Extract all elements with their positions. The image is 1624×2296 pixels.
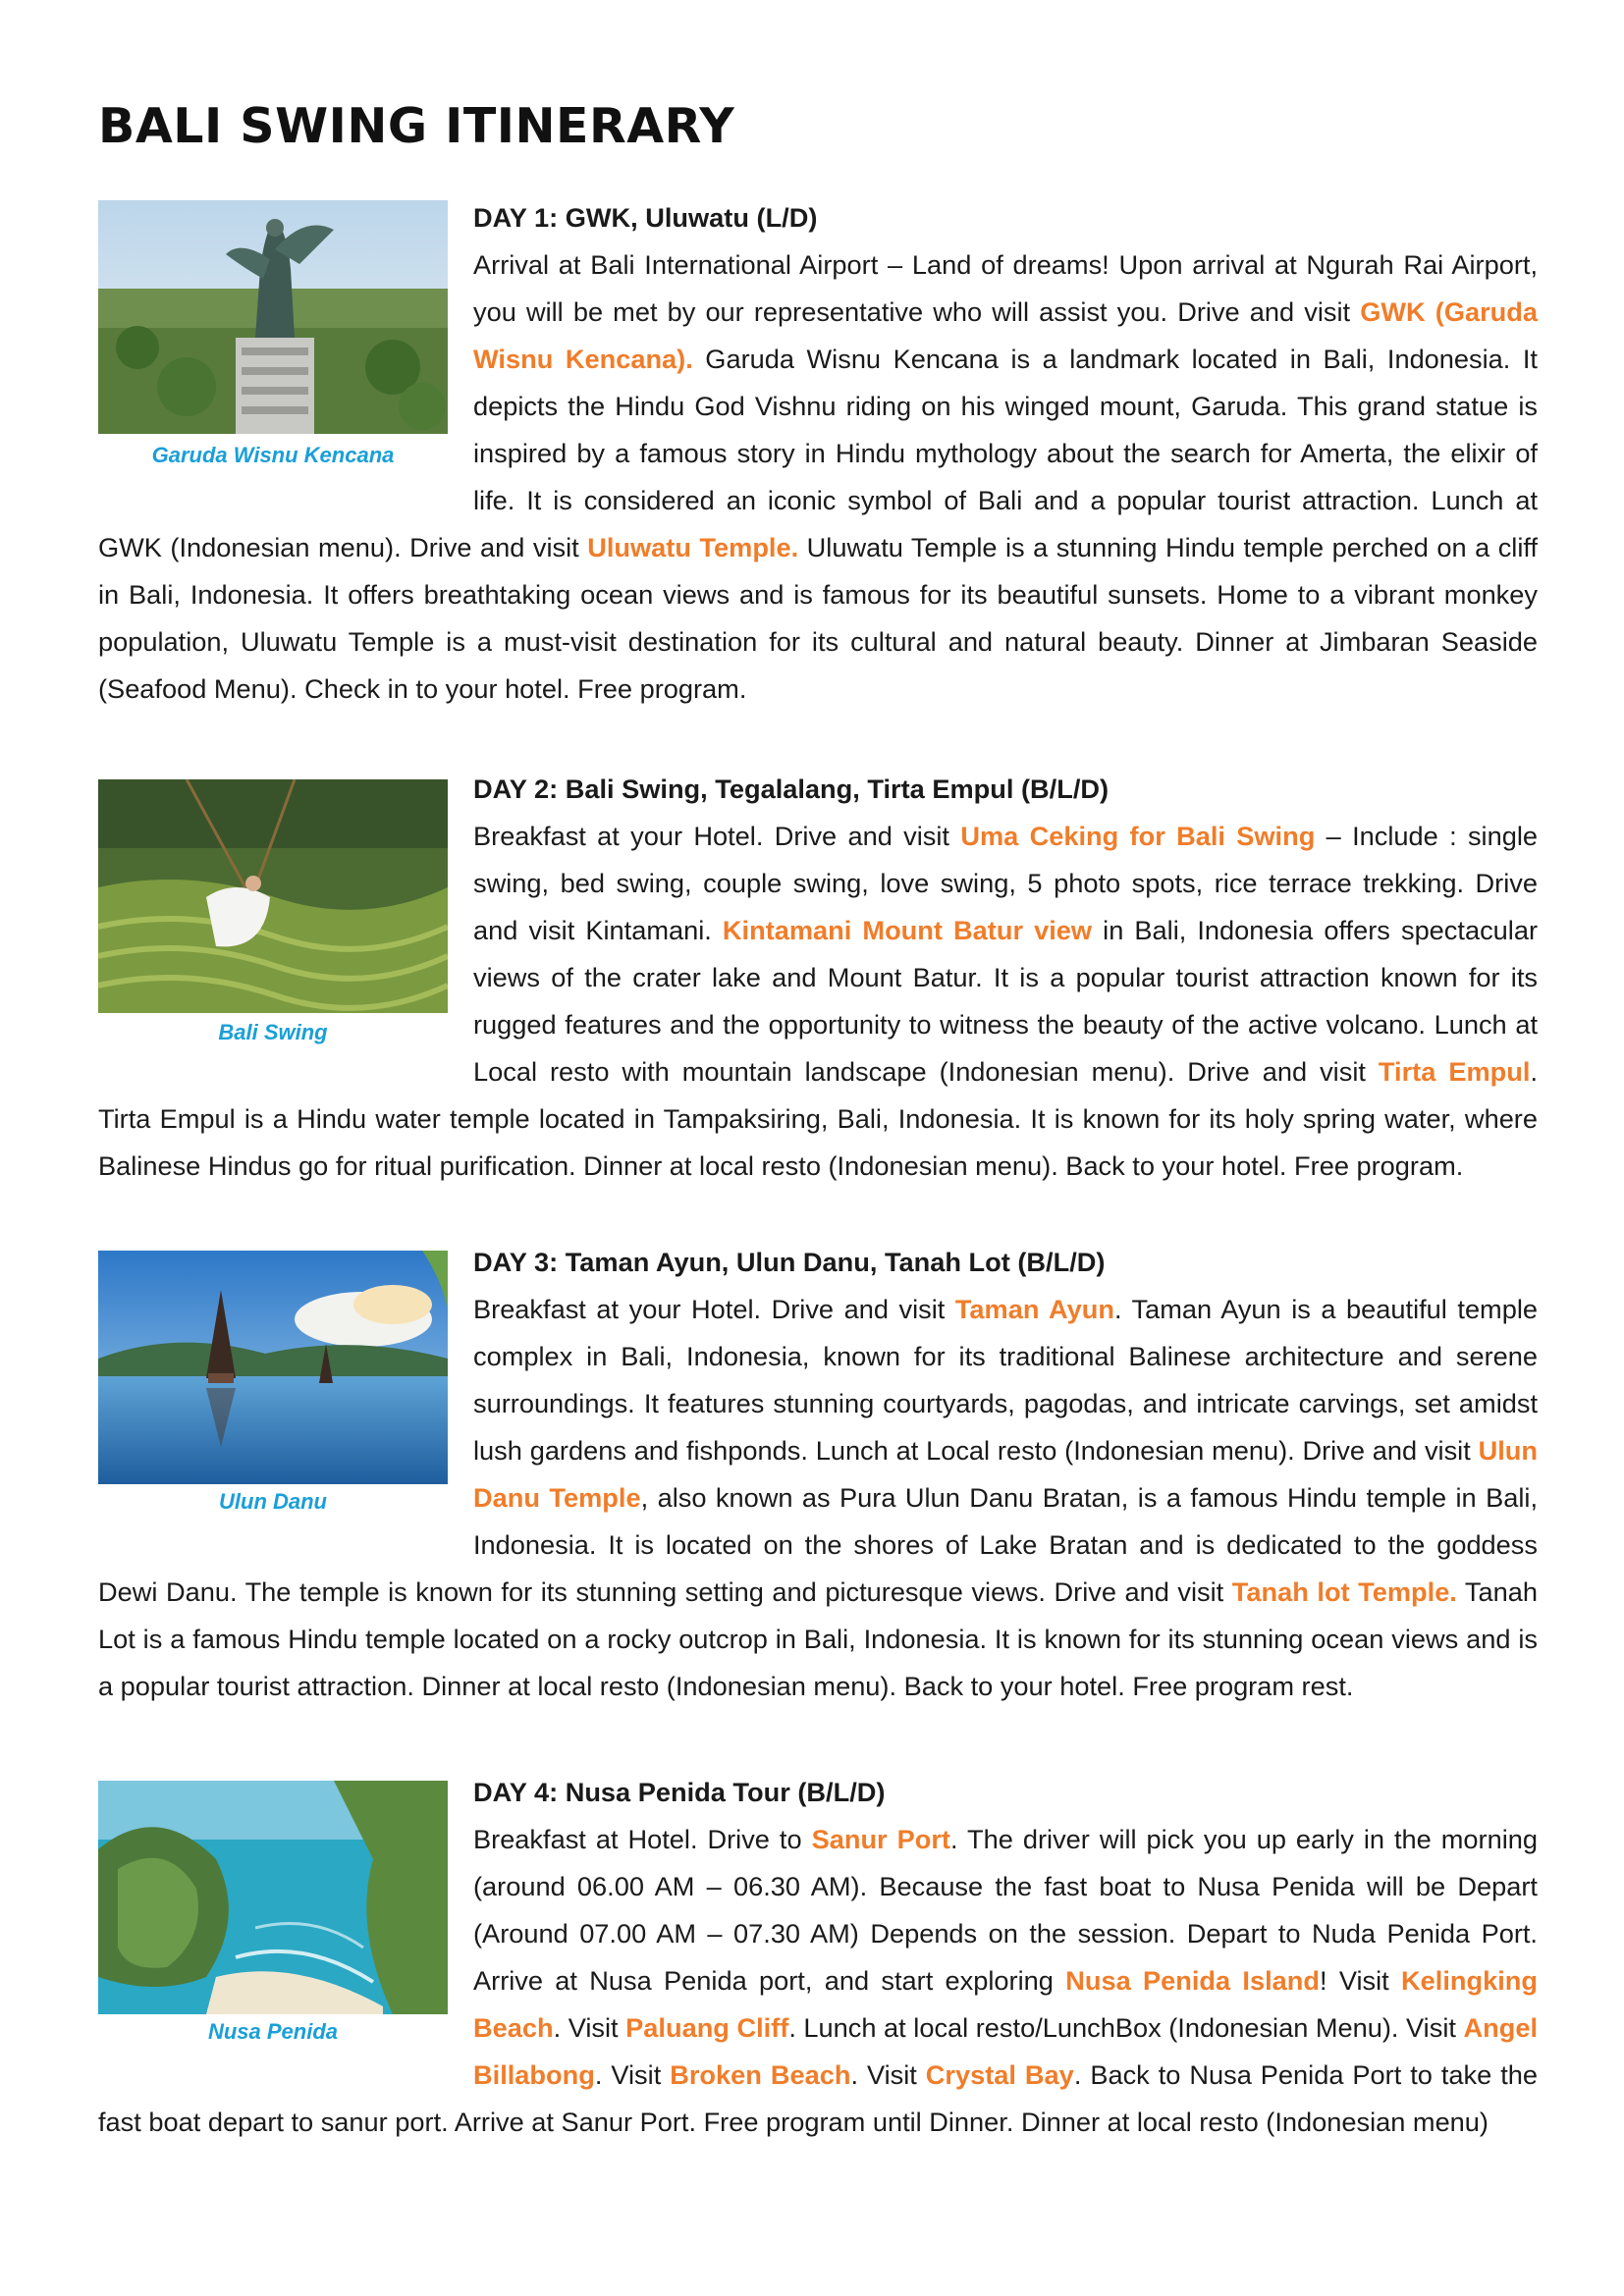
paluang-cliff-highlight: Paluang Cliff (625, 2012, 789, 2043)
day-1-text-part: Uluwatu Temple is a stunning Hindu temple perched on a cliff in Bali, Indonesia. It offers breathtaking ocean views and is famous for its beautiful sunsets. Home to a vibrant monkey population, Uluwatu Temple is a must-visit destination for its cultural and natural beauty. Dinner at Jimbaran Seaside (Seafood Menu). Check in to your hotel. Free program. (98, 532, 1539, 704)
day-4-text-part: . Visit (594, 2059, 671, 2090)
tanah-lot-highlight: Tanah lot Temple. (1231, 1576, 1457, 1607)
day-3-photo-box (98, 1239, 454, 1533)
ulun-danu-temple-highlight: Ulun Danu Temple (473, 1435, 1538, 1513)
day-4-text-part: . The driver will pick you up early in the morning (around 06.00 AM – 06.30 AM). Because the fast boat to Nusa Penida will be Depart (Around 07.00 AM – 07.30 AM) Depends on the session. Depart to Nuda Penida Port. Arrive at Nusa Penida port, and start exploring (473, 1824, 1538, 1996)
day-4-text-part: ! Visit (1320, 1965, 1402, 1996)
day-2-photo-caption: Bali Swing (218, 1020, 328, 1044)
day-2-text-part: Breakfast at your Hotel. Drive and visit (473, 821, 961, 851)
day-4-text-part: . Visit (553, 2012, 626, 2043)
day-2-text-part: . Tirta Empul is a Hindu water temple located in Tampaksiring, Bali, Indonesia. It is known for its holy spring water, where Balinese Hindus go for ritual purification. Dinner at local resto (Indonesian menu). Back to your hotel. Free program. (98, 1056, 1538, 1181)
day-4-text-part: . Visit (850, 2059, 926, 2090)
day-3-text-part: . Taman Ayun is a beautiful temple complex in Bali, Indonesia, known for its traditional Balinese architecture and serene surroundings. It features stunning courtyards, pagodas, and intricate carvings, set amidst lush gardens and fishponds. Lunch at Local resto (Indonesian menu). Drive and visit (473, 1294, 1538, 1466)
day-3-heading: DAY 3: Taman Ayun, Ulun Danu, Tanah Lot (B/L/D) (473, 1247, 1106, 1277)
day-4-text-part: . Back to Nusa Penida Port to take the fast boat depart to sanur port. Arrive at Sanur Port. Free program until Dinner. Dinner at local resto (Indonesian menu) (98, 2059, 1538, 2137)
day-3-text-part: Tanah Lot is a famous Hindu temple located on a rocky outcrop in Bali, Indonesia. It is known for its stunning ocean views and is a popular tourist attraction. Dinner at local resto (Indonesian menu). Back to your hotel. Free program rest. (98, 1576, 1539, 1701)
sanur-port-highlight: Sanur Port (811, 1824, 950, 1854)
crystal-bay-highlight: Crystal Bay (925, 2059, 1074, 2090)
day-1-heading: DAY 1: GWK, Uluwatu (L/D) (473, 202, 818, 233)
day-2-section (98, 766, 1538, 1190)
page-title: BALI SWING ITINERARY (98, 98, 735, 154)
broken-beach-highlight: Broken Beach (670, 2059, 851, 2090)
day-1-photo-box (98, 194, 454, 489)
day-4-text-part: . Lunch at local resto/LunchBox (Indonesian Menu). Visit (788, 2012, 1464, 2043)
day-4-heading: DAY 4: Nusa Penida Tour (B/L/D) (473, 1777, 886, 1807)
day-4-photo-caption: Nusa Penida (207, 2019, 339, 2044)
bali-swing-image (98, 779, 448, 1013)
uluwatu-temple-highlight: Uluwatu Temple. (587, 532, 799, 562)
day-2-heading: DAY 2: Bali Swing, Tegalalang, Tirta Empul (B/L/D) (473, 774, 1110, 804)
nusa-penida-image (98, 1781, 448, 2014)
day-2-text-part: in Bali, Indonesia offers spectacular views of the crater lake and Mount Batur. It is a popular tourist attraction known for its rugged features and the opportunity to witness the beauty of the active volcano. Lunch at Local resto with mountain landscape (Indonesian menu). Drive and visit (473, 915, 1539, 1087)
day-4-section (98, 1769, 1538, 2146)
day-3-photo-caption: Ulun Danu (219, 1489, 327, 1514)
day-4-photo-box (98, 1769, 454, 2063)
tirta-empul-highlight: Tirta Empul (1378, 1056, 1531, 1087)
day-3-section (98, 1239, 1538, 1710)
taman-ayun-highlight: Taman Ayun (954, 1294, 1114, 1324)
day-1-photo-caption: Garuda Wisnu Kencana (151, 443, 395, 467)
angel-billabong-highlight: Angel Billabong (473, 2012, 1539, 2090)
day-3-text-part: Breakfast at your Hotel. Drive and visit (473, 1294, 955, 1324)
day-1-text-part: Arrival at Bali International Airport – Land of dreams! Upon arrival at Ngurah Rai Airport, you will be met by our representative who will assist you. Drive and visit (473, 249, 1538, 327)
kintamani-highlight: Kintamani Mount Batur view (722, 915, 1093, 945)
nusa-penida-island-highlight: Nusa Penida Island (1065, 1965, 1320, 1996)
day-2-text-part: – Include : single swing, bed swing, couple swing, love swing, 5 photo spots, rice terrace trekking. Drive and visit Kintamani. (473, 821, 1538, 945)
kelingking-beach-highlight: Kelingking Beach (473, 1965, 1538, 2043)
gwk-highlight: GWK (Garuda Wisnu Kencana). (473, 296, 1538, 374)
day-4-text-part: Breakfast at Hotel. Drive to (473, 1824, 812, 1854)
uma-ceking-highlight: Uma Ceking for Bali Swing (960, 821, 1316, 851)
day-2-photo-box (98, 766, 454, 1060)
ulun-danu-image (98, 1251, 448, 1484)
day-1-section (98, 194, 1538, 713)
gwk-statue-image (98, 200, 448, 434)
day-1-text-part: Garuda Wisnu Kencana is a landmark located in Bali, Indonesia. It depicts the Hindu God Vishnu riding on his winged mount, Garuda. This grand statue is inspired by a famous story in Hindu mythology about the search for Amerta, the elixir of life. It is considered an iconic symbol of Bali and a popular tourist attraction. Lunch at GWK (Indonesian menu). Drive and visit (98, 344, 1538, 562)
day-3-text-part: , also known as Pura Ulun Danu Bratan, is a famous Hindu temple in Bali, Indonesia. It is located on the shores of Lake Bratan and is dedicated to the goddess Dewi Danu. The temple is known for its stunning setting and picturesque views. Drive and visit (98, 1482, 1539, 1607)
